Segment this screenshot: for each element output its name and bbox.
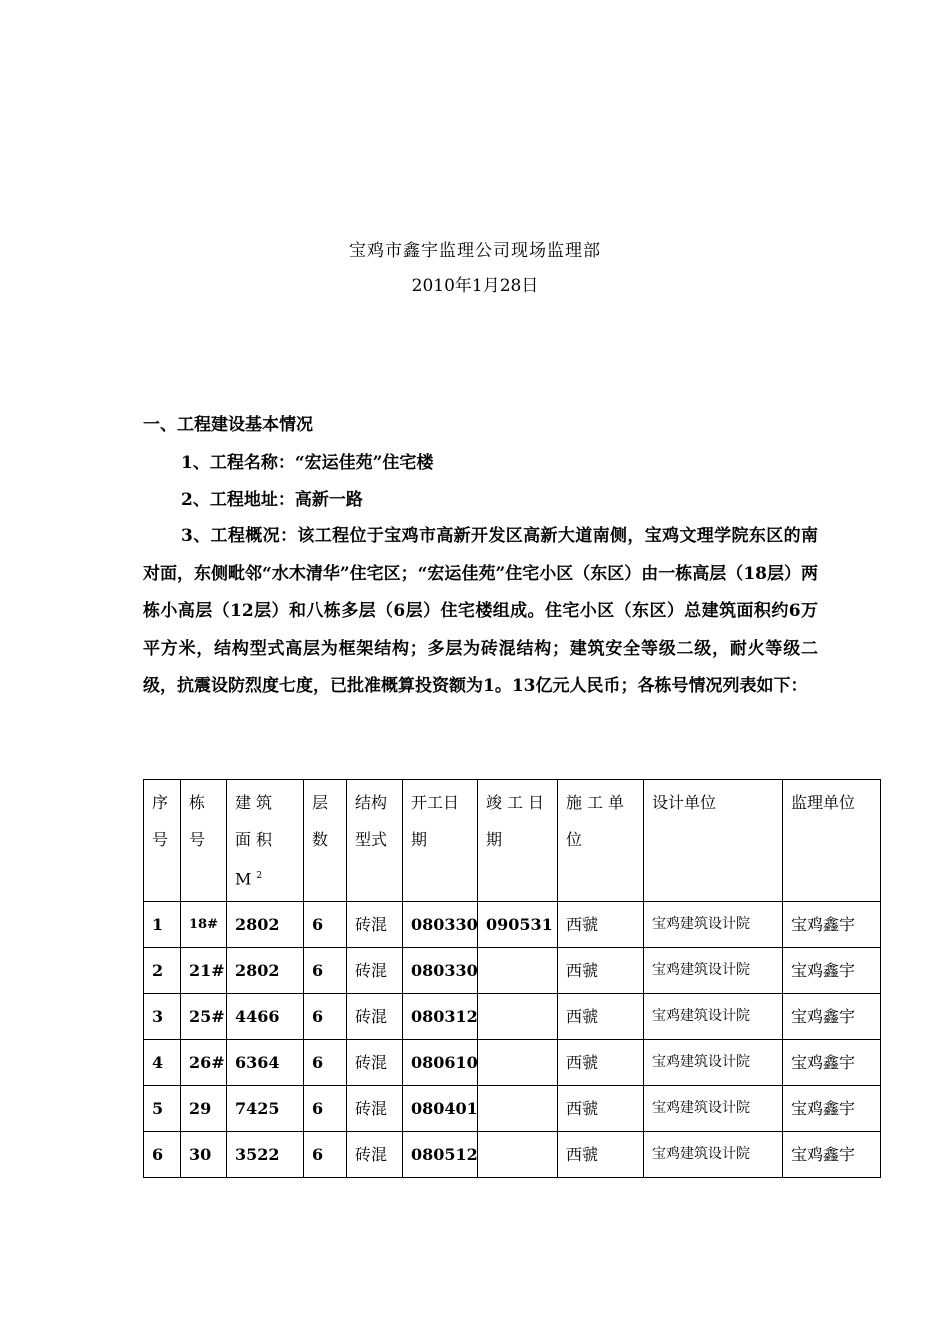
cell-seq: 3 (144, 994, 181, 1040)
cell-floors: 6 (304, 994, 347, 1040)
cell-contractor: 西虢 (558, 994, 644, 1040)
header-structure: 结构型式 (347, 780, 403, 902)
table-row (144, 994, 881, 1040)
cell-start: 080512 (403, 1132, 478, 1178)
cell-designer: 宝鸡建筑设计院 (644, 948, 783, 994)
cell-building: 18# (181, 902, 227, 948)
building-info-table (143, 779, 881, 1178)
cell-supervisor: 宝鸡鑫宇 (783, 1086, 881, 1132)
section-heading: 一、工程建设基本情况 (143, 415, 313, 435)
table-header-row (144, 780, 881, 902)
cell-designer: 宝鸡建筑设计院 (644, 994, 783, 1040)
cell-seq: 4 (144, 1040, 181, 1086)
cell-start: 080401 (403, 1086, 478, 1132)
table-row (144, 1040, 881, 1086)
table-body (144, 902, 881, 1178)
header-area-label: 建筑面积M (235, 793, 278, 889)
cell-designer: 宝鸡建筑设计院 (644, 1132, 783, 1178)
cell-floors: 6 (304, 1040, 347, 1086)
header-designer: 设计单位 (644, 780, 783, 902)
cell-supervisor: 宝鸡鑫宇 (783, 902, 881, 948)
cell-area: 2802 (227, 902, 304, 948)
cell-contractor: 西虢 (558, 1086, 644, 1132)
cell-building: 21# (181, 948, 227, 994)
cell-finish (478, 1040, 558, 1086)
cell-building: 29 (181, 1086, 227, 1132)
cell-structure: 砖混 (347, 994, 403, 1040)
cell-start: 080330 (403, 902, 478, 948)
header-floors: 层数 (304, 780, 347, 902)
document-date: 2010年1月28日 (411, 276, 539, 296)
cell-building: 25# (181, 994, 227, 1040)
cell-start: 080610 (403, 1040, 478, 1086)
project-name-item: 1、工程名称：“宏运佳苑”住宅楼 (181, 453, 434, 473)
cell-area: 6364 (227, 1040, 304, 1086)
cell-area: 3522 (227, 1132, 304, 1178)
cell-finish: 090531 (478, 902, 558, 948)
header-area (227, 780, 304, 902)
project-address-item: 2、工程地址：高新一路 (181, 490, 363, 510)
cell-structure: 砖混 (347, 902, 403, 948)
cell-seq: 6 (144, 1132, 181, 1178)
cell-structure: 砖混 (347, 1040, 403, 1086)
table-row (144, 902, 881, 948)
cell-supervisor: 宝鸡鑫宇 (783, 1132, 881, 1178)
cell-floors: 6 (304, 948, 347, 994)
cell-contractor: 西虢 (558, 902, 644, 948)
cell-seq: 2 (144, 948, 181, 994)
header-building: 栋号 (181, 780, 227, 902)
cell-designer: 宝鸡建筑设计院 (644, 1086, 783, 1132)
cell-contractor: 西虢 (558, 1132, 644, 1178)
cell-start: 080312 (403, 994, 478, 1040)
cell-finish (478, 1086, 558, 1132)
cell-contractor: 西虢 (558, 1040, 644, 1086)
cell-seq: 1 (144, 902, 181, 948)
cell-building: 26# (181, 1040, 227, 1086)
header-supervisor: 监理单位 (783, 780, 881, 902)
cell-building: 30 (181, 1132, 227, 1178)
cell-contractor: 西虢 (558, 948, 644, 994)
organization-name: 宝鸡市鑫宇监理公司现场监理部 (349, 241, 601, 261)
header-seq: 序号 (144, 780, 181, 902)
cell-structure: 砖混 (347, 1132, 403, 1178)
cell-finish (478, 994, 558, 1040)
cell-designer: 宝鸡建筑设计院 (644, 902, 783, 948)
cell-supervisor: 宝鸡鑫宇 (783, 994, 881, 1040)
cell-structure: 砖混 (347, 948, 403, 994)
cell-floors: 6 (304, 1086, 347, 1132)
header-start-date: 开工日期 (403, 780, 478, 902)
cell-area: 2802 (227, 948, 304, 994)
table-row (144, 1132, 881, 1178)
cell-start: 080330 (403, 948, 478, 994)
table-row (144, 948, 881, 994)
cell-supervisor: 宝鸡鑫宇 (783, 1040, 881, 1086)
cell-finish (478, 948, 558, 994)
cell-floors: 6 (304, 902, 347, 948)
header-contractor: 施工单位 (558, 780, 644, 902)
cell-supervisor: 宝鸡鑫宇 (783, 948, 881, 994)
cell-area: 7425 (227, 1086, 304, 1132)
header-finish-date: 竣工日期 (478, 780, 558, 902)
table-row (144, 1086, 881, 1132)
cell-area: 4466 (227, 994, 304, 1040)
cell-structure: 砖混 (347, 1086, 403, 1132)
header-area-sup: 2 (256, 871, 263, 881)
cell-finish (478, 1132, 558, 1178)
cell-seq: 5 (144, 1086, 181, 1132)
cell-designer: 宝鸡建筑设计院 (644, 1040, 783, 1086)
cell-floors: 6 (304, 1132, 347, 1178)
project-overview-paragraph: 3、工程概况：该工程位于宝鸡市高新开发区高新大道南侧，宝鸡文理学院东区的南对面，东侧毗邻“水木清华”住宅区；“宏运佳苑”住宅小区（东区）由一栋高层（18层）两栋小高层（12层）和八栋多层（6层）住宅楼组成。住宅小区（东区）总建筑面积约6万平方米，结构型式高层为框架结构；多层为砖混结构；建筑安全等级二级，耐火等级二级，抗震设防烈度七度，已批准概算投资额为1。13亿元人民币；各栋号情况列表如下： (143, 526, 818, 697)
